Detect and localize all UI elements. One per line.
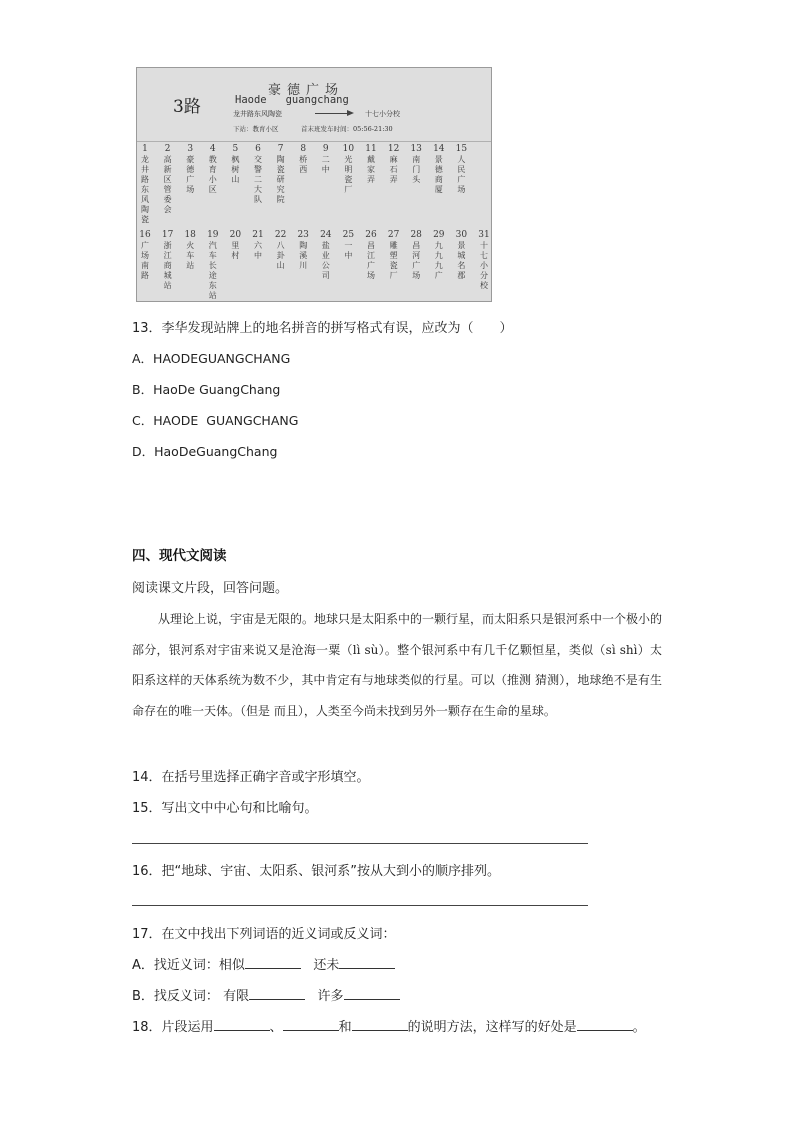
bus-stop [158,144,178,215]
stop-number: 17 [161,230,174,240]
option-d: D．HaoDeGuangChang [132,444,278,459]
origin-stop: 龙井路东风陶瓷 [233,110,282,118]
question-17b [132,985,400,1004]
option-b: B．HaoDe GuangChang [132,382,281,397]
bus-stop [135,230,155,281]
bus-stop [135,144,155,225]
destination-pinyin: Haode guangchang [235,94,349,106]
bus-stop-sign [136,67,492,302]
question-18 [132,1016,646,1035]
bus-stop [384,230,404,281]
bus-stop [203,230,223,301]
option-c: C．HAODE GUANGCHANG [132,413,299,428]
sign-header [137,68,491,141]
stop-name: 昌江广场 [367,241,375,280]
stop-number: 31 [478,230,490,240]
stop-name: 景城名郡 [457,241,466,280]
q18-end: 。 [632,1020,646,1035]
stop-name: 八卦山 [276,241,285,270]
stop-number: 22 [274,230,287,240]
bus-stop [338,230,358,261]
q17a-blank2[interactable] [339,956,395,969]
stop-name: 浙江商城站 [163,241,172,290]
q17b-blank2[interactable] [344,987,400,1000]
stop-number: 28 [410,230,422,240]
stop-name: 南门头 [412,155,421,184]
bus-stop [248,230,268,261]
bus-stop [293,144,313,175]
bus-stop [429,144,449,195]
sign-divider [137,141,491,142]
stop-name: 火车站 [186,241,195,270]
answer-line-16[interactable] [132,905,588,906]
stop-number: 20 [229,230,242,240]
q17a-blank1[interactable] [245,956,301,969]
stop-number: 13 [410,144,422,154]
stop-number: 15 [455,144,468,154]
stop-name: 交警二大队 [254,155,262,204]
stop-number: 24 [320,230,332,240]
stop-name: 广场南路 [141,241,149,280]
question-17a [132,954,395,973]
bus-stop [248,144,268,205]
stop-number: 8 [300,144,307,154]
terminal-stop: 十七小分校 [365,110,400,118]
stop-number: 14 [433,144,445,154]
stop-name: 麻石弄 [389,155,398,184]
q17b-word1: 有限 [223,989,250,1004]
stop-number: 26 [365,230,377,240]
q18-blank2[interactable] [283,1018,339,1031]
bus-stop [271,144,291,205]
bus-stop [361,230,381,281]
stop-number: 27 [387,230,400,240]
stop-number: 21 [252,230,264,240]
question-15: 15．写出文中中心句和比喻句。 [132,801,318,816]
bus-stop [361,144,381,185]
q18-start: 18．片段运用 [132,1020,214,1035]
q17a-label: A．找近义词： [132,958,219,973]
q18-sep1: 、 [269,1020,283,1035]
q18-sep2: 和 [338,1020,352,1035]
q18-blank4[interactable] [577,1018,633,1031]
bus-stop [338,144,358,195]
bus-stop [225,230,245,261]
next-stop: 下站：教育小区 [233,125,279,133]
route-number: 3路 [173,97,201,117]
stop-name: 桥西 [299,155,308,174]
bus-stop [158,230,178,291]
stop-number: 30 [455,230,468,240]
arrow-right-icon [347,110,354,116]
stop-name: 二中 [321,155,330,174]
bus-stop [225,144,245,185]
question-16: 16．把“地球、宇宙、太阳系、银河系”按从大到小的顺序排列。 [132,864,501,879]
stop-name: 雕塑瓷厂 [389,241,398,280]
q18-mid: 的说明方法，这样写的好处是 [407,1020,577,1035]
bus-stop [293,230,313,271]
stop-name: 汽车长途东站 [208,241,217,300]
stop-name: 高新区管委会 [163,155,172,214]
q18-blank1[interactable] [214,1018,270,1031]
bus-stop [406,144,426,185]
stop-number: 6 [255,144,261,154]
passage-text: 从理论上说，宇宙是无限的。地球只是太阳系中的一颗行星，而太阳系只是银河系中一个极小的部分，银河系对宇宙来说又是沧海一粟（lì sù）。整个银河系中有几千亿颗恒星，类似（sì shì）太阳系这样的天体系统为数不少，其中肯定有与地球类似的行星。可以（推测 猜测），地球绝不是有生命存在的唯一天体。（但是 而且），人类至今尚未找到另外一颗存在生命的星球。 [132,612,663,718]
stop-name: 龙井路东风陶瓷 [141,155,149,224]
stop-number: 4 [209,144,216,154]
bus-stop [384,144,404,185]
stop-number: 2 [164,144,171,154]
stop-number: 16 [139,230,151,240]
stop-name: 盐业公司 [321,241,330,280]
stop-number: 11 [365,144,377,154]
bus-stop [316,230,336,281]
stop-name: 昌河广场 [412,241,421,280]
destination-chinese: 豪德广场 [268,83,345,98]
option-a: A．HAODEGUANGCHANG [132,351,291,366]
stop-name: 戴家弄 [367,155,375,184]
question-13: 13．李华发现站牌上的地名拼音的拼写格式有误，应改为（ ） [132,321,513,336]
stop-number: 18 [184,230,196,240]
bus-stop [406,230,426,281]
stop-number: 29 [433,230,445,240]
bus-stop [271,230,291,271]
q17a-word1: 相似 [218,958,245,973]
stop-number: 9 [322,144,329,154]
stop-name: 十七小分校 [480,241,488,290]
reading-passage [132,604,662,726]
stop-name: 枫树山 [231,155,240,184]
stop-number: 10 [342,144,355,154]
question-14: 14．在括号里选择正确字音或字形填空。 [132,770,370,785]
direction-arrow-line [315,113,349,114]
stop-number: 7 [277,144,284,154]
stop-number: 5 [232,144,239,154]
q17a-word2: 还未 [313,958,340,973]
bus-stop [429,230,449,281]
bus-stop [180,144,200,195]
stop-name: 里村 [231,241,240,260]
stop-number: 25 [342,230,355,240]
q18-blank3[interactable] [352,1018,408,1031]
service-hours: 首末班发车时间：05:56-21:30 [301,125,393,133]
bus-stop [180,230,200,271]
stop-number: 3 [187,144,194,154]
bus-stop [474,230,494,291]
stop-number: 19 [207,230,219,240]
stop-name: 六中 [254,241,262,260]
answer-line-15[interactable] [132,843,588,844]
stop-name: 光明瓷厂 [344,155,353,194]
stop-name: 教育小区 [208,155,217,194]
question-17: 17．在文中找出下列词语的近义词或反义词： [132,927,396,942]
bus-stop [316,144,336,175]
stop-name: 一中 [344,241,353,260]
stop-number: 12 [387,144,400,154]
section-intro: 阅读课文片段，回答问题。 [132,581,289,596]
q17b-blank1[interactable] [249,987,305,1000]
stop-name: 豪德广场 [186,155,195,194]
bus-stop [451,144,471,195]
section-heading: 四、现代文阅读 [132,548,227,564]
stop-number: 23 [297,230,309,240]
bus-stop [451,230,471,281]
q17b-word2: 许多 [317,989,344,1004]
bus-stop [203,144,223,195]
stop-name: 陶瓷研究院 [276,155,285,204]
q17b-label: B．找反义词： [132,989,219,1004]
stop-name: 九九九广 [434,241,443,280]
stop-name: 陶溪川 [299,241,308,270]
stop-name: 人民广场 [457,155,466,194]
stop-name: 景德商厦 [434,155,443,194]
stop-number: 1 [142,144,148,154]
